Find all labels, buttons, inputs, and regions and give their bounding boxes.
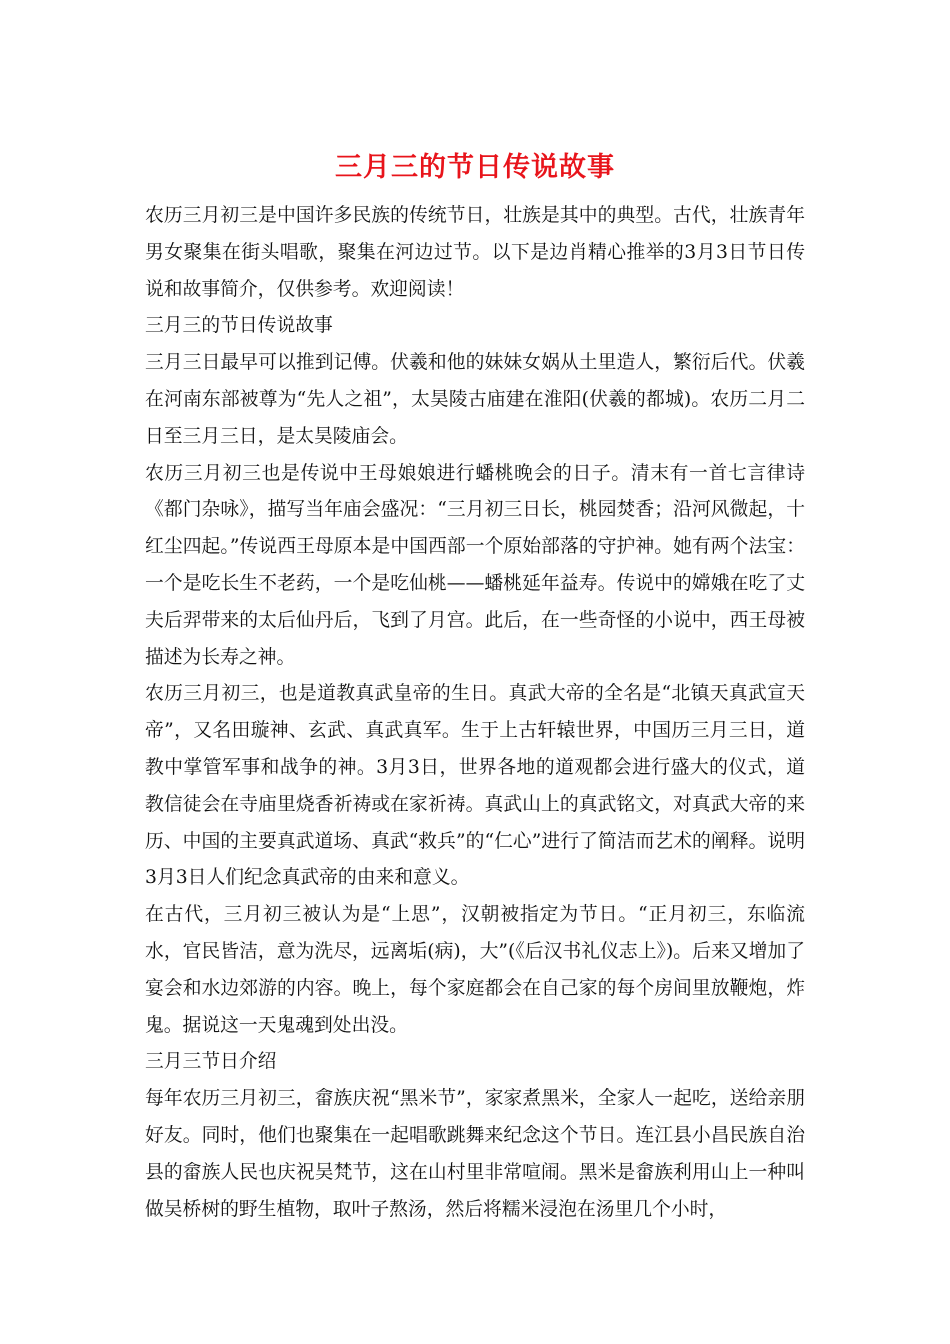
paragraph-shangsi: 在古代，三月初三被认为是“上思”，汉朝被指定为节日。“正月初三，东临流水，官民皆洁，意为洗尽，远离垢(病)，大”(《后汉书礼仪志上》)。后来又增加了宴会和水边郊游的内容。晚上，每个家庭都会在自己家的每个房间里放鞭炮，炸鬼。据说这一天鬼魂到处出没。 [145, 904, 805, 1036]
section-heading-legend: 三月三的节日传说故事 [145, 315, 333, 337]
paragraph-intro: 农历三月初三是中国许多民族的传统节日，壮族是其中的典型。古代，壮族青年男女聚集在街头唱歌，聚集在河边过节。以下是边肖精心推举的3月3日节日传说和故事简介，仅供参考。欢迎阅读！ [145, 205, 805, 300]
paragraph-zhenwu: 农历三月初三，也是道教真武皇帝的生日。真武大帝的全名是“北镇天真武宣天帝”，又名田璇神、玄武、真武真军。生于上古轩辕世界，中国历三月三日，道教中掌管军事和战争的神。3月3日，世界各地的道观都会进行盛大的仪式，道教信徒会在寺庙里烧香祈祷或在家祈祷。真武山上的真武铭文，对真武大帝的来历、中国的主要真武道场、真武“救兵”的“仁心”进行了简洁而艺术的阐释。说明3月3日人们纪念真武帝的由来和意义。 [145, 683, 805, 889]
paragraph-black-rice: 每年农历三月初三，畲族庆祝“黑米节”，家家煮黑米，全家人一起吃，送给亲朋好友。同时，他们也聚集在一起唱歌跳舞来纪念这个节日。连江县小昌民族自治县的畲族人民也庆祝吴梵节，这在山村里非常喧闹。黑米是畲族利用山上一种叫做吴桥树的野生植物，取叶子熬汤，然后将糯米浸泡在汤里几个小时， [145, 1088, 805, 1220]
document-page [145, 140, 805, 1228]
section-heading-introduction: 三月三节日介绍 [145, 1051, 277, 1073]
paragraph-fuxi: 三月三日最早可以推到记傅。伏羲和他的妹妹女娲从土里造人，繁衍后代。伏羲在河南东部被尊为“先人之祖”，太昊陵古庙建在淮阳(伏羲的都城)。农历二月二日至三月三日，是太昊陵庙会。 [145, 352, 805, 447]
paragraph-queen-mother: 农历三月初三也是传说中王母娘娘进行蟠桃晚会的日子。清末有一首七言律诗《都门杂咏》，描写当年庙会盛况：“三月初三日长，桃园焚香；沿河风微起，十红尘四起。”传说西王母原本是中国西部一个原始部落的守护神。她有两个法宝：一个是吃长生不老药，一个是吃仙桃——蟠桃延年益寿。传说中的嫦娥在吃了丈夫后羿带来的太后仙丹后，飞到了月宫。此后，在一些奇怪的小说中，西王母被描述为长寿之神。 [145, 462, 805, 668]
document-title: 三月三的节日传说故事 [335, 152, 615, 183]
